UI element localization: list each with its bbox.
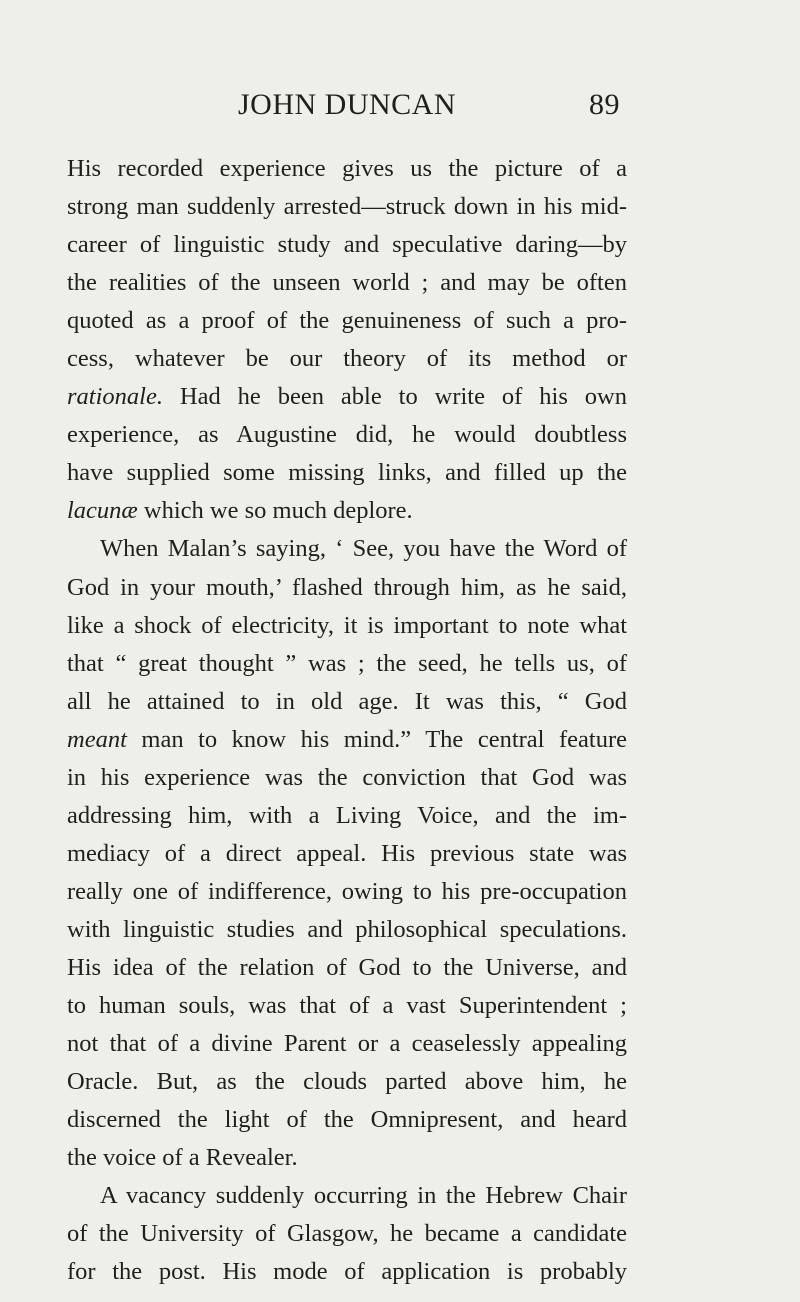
text-segment: the voice of a Revealer. — [67, 1144, 298, 1172]
text-segment: cess, whatever be our theory of its method or — [67, 345, 627, 373]
text-line — [67, 264, 627, 302]
body-text — [67, 150, 627, 1291]
text-segment: When Malan’s saying, ‘ See, you have the Word of — [100, 535, 627, 563]
text-segment: that “ great thought ” was ; the seed, he tells us, of — [67, 649, 627, 677]
text-segment: His recorded experience gives us the picture of a — [67, 155, 627, 182]
text-segment: all he attained to in old age. It was this, “ God — [67, 687, 627, 715]
text-segment: in his experience was the conviction that God was — [67, 763, 627, 791]
italic-text: meant — [67, 725, 127, 753]
text-line — [67, 607, 627, 645]
page-number: 89 — [589, 88, 620, 121]
text-segment: discerned the light of the Omnipresent, and heard — [67, 1106, 627, 1134]
text-line — [67, 302, 627, 340]
text-line — [67, 188, 627, 226]
text-line — [67, 911, 627, 949]
italic-text: rationale. — [67, 383, 163, 411]
text-line — [67, 1139, 627, 1177]
text-segment: which we so much deplore. — [137, 497, 413, 525]
text-line — [67, 569, 627, 607]
text-segment: mediacy of a direct appeal. His previous state was — [67, 839, 627, 867]
text-segment: His idea of the relation of God to the Universe, and — [67, 953, 627, 981]
italic-text: lacunæ — [67, 497, 138, 525]
text-segment: experience, as Augustine did, he would doubtless — [67, 421, 627, 449]
text-line — [67, 949, 627, 987]
text-line — [67, 416, 627, 454]
text-segment: strong man suddenly arrested—struck down in his mid- — [67, 193, 627, 221]
text-line — [67, 378, 627, 416]
text-line — [67, 1177, 627, 1215]
text-line — [67, 150, 627, 188]
text-line — [67, 1253, 627, 1291]
text-segment: to human souls, was that of a vast Superintendent ; — [67, 992, 627, 1020]
text-segment: for the post. His mode of application is probably — [67, 1258, 627, 1286]
text-line — [67, 835, 627, 873]
text-segment: career of linguistic study and speculative daring—by — [67, 231, 627, 259]
text-segment: like a shock of electricity, it is important to note what — [67, 611, 627, 639]
text-line — [67, 721, 627, 759]
text-line — [67, 797, 627, 835]
text-segment: have supplied some missing links, and filled up the — [67, 459, 627, 487]
text-line — [67, 492, 627, 530]
text-segment: really one of indifference, owing to his pre-occupation — [67, 877, 627, 905]
text-segment: A vacancy suddenly occurring in the Hebrew Chair — [100, 1182, 627, 1210]
text-line — [67, 530, 627, 568]
text-segment: Had he been able to write of his own — [162, 383, 627, 411]
text-segment: addressing him, with a Living Voice, and the im- — [67, 801, 627, 829]
text-line — [67, 454, 627, 492]
text-line — [67, 645, 627, 683]
text-line — [67, 1215, 627, 1253]
text-segment: Oracle. But, as the clouds parted above him, he — [67, 1068, 627, 1096]
text-segment: the realities of the unseen world ; and may be often — [67, 269, 627, 297]
text-line — [67, 683, 627, 721]
running-head — [0, 88, 800, 128]
text-segment: with linguistic studies and philosophical speculations. — [67, 915, 627, 943]
text-line — [67, 1063, 627, 1101]
text-segment: God in your mouth,’ flashed through him, as he said, — [67, 573, 627, 601]
text-line — [67, 340, 627, 378]
text-line — [67, 987, 627, 1025]
text-line — [67, 1101, 627, 1139]
text-line — [67, 873, 627, 911]
text-line — [67, 1025, 627, 1063]
text-line — [67, 759, 627, 797]
text-segment: man to know his mind.” The central feature — [126, 725, 627, 753]
running-title: JOHN DUNCAN — [238, 88, 457, 121]
text-segment: quoted as a proof of the genuineness of such a pro- — [67, 307, 627, 335]
text-segment: of the University of Glasgow, he became a candidate — [67, 1220, 627, 1248]
text-segment: not that of a divine Parent or a ceaselessly appealing — [67, 1030, 627, 1058]
text-line — [67, 226, 627, 264]
